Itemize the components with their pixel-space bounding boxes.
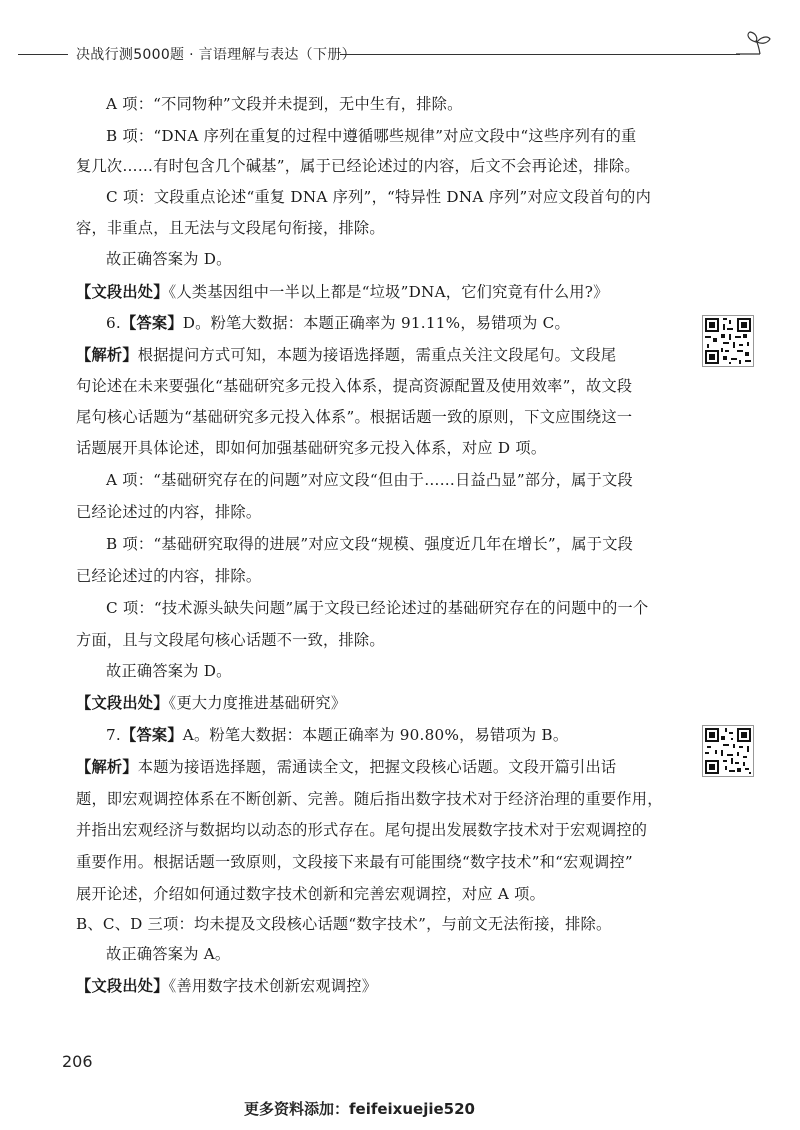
- analysis-line: [76, 757, 616, 777]
- text-line: 容，非重点，且无法与文段尾句衔接，排除。: [76, 219, 385, 237]
- text-line: 故正确答案为 D。: [106, 250, 232, 268]
- answer-text: D。粉笔大数据：本题正确率为 91.11%，易错项为 C。: [182, 314, 570, 332]
- footer-note: 更多资料添加：feifeixuejie520: [244, 1100, 475, 1118]
- header-rule-left: [18, 54, 68, 55]
- page-number: 206: [62, 1052, 93, 1071]
- text-line: 话题展开具体论述，即如何加强基础研究多元投入体系，对应 D 项。: [76, 439, 547, 457]
- text-line: B 项：“基础研究取得的进展”对应文段“规模、强度近几年在增长”，属于文段: [106, 535, 634, 553]
- book-title: 决战行测5000题 · 言语理解与表达（下册）: [76, 47, 356, 63]
- text-line: 方面，且与文段尾句核心话题不一致，排除。: [76, 631, 385, 649]
- text-line: 故正确答案为 D。: [106, 662, 232, 680]
- qr-code-icon[interactable]: [702, 725, 754, 777]
- source-label: 【文段出处】: [76, 283, 169, 301]
- text-line: A 项：“不同物种”文段并未提到，无中生有，排除。: [106, 95, 463, 113]
- qr-code-icon[interactable]: [702, 315, 754, 367]
- analysis-text: 本题为接语选择题，需通读全文，把握文段核心话题。文段开篇引出话: [137, 758, 617, 776]
- analysis-line: [76, 345, 616, 365]
- source-line: [76, 693, 346, 713]
- answer-label: 【答案】: [121, 726, 183, 744]
- text-line: 复几次……有时包含几个碱基”，属于已经论述过的内容，后文不会再论述，排除。: [76, 157, 640, 175]
- source-title: 《善用数字技术创新宏观调控》: [168, 977, 378, 995]
- question-number: 6.: [106, 314, 121, 332]
- text-line: C 项：“技术源头缺失问题”属于文段已经论述过的基础研究存在的问题中的一个: [106, 599, 649, 617]
- text-line: 重要作用。根据话题一致原则，文段接下来最有可能围绕“数字技术”和“宏观调控”: [76, 853, 633, 871]
- text-line: 故正确答案为 A。: [106, 945, 231, 963]
- answer-line: [106, 313, 570, 333]
- source-label: 【文段出处】: [76, 977, 169, 995]
- source-label: 【文段出处】: [76, 694, 169, 712]
- analysis-label: 【解析】: [76, 346, 138, 364]
- text-line: 尾句核心话题为“基础研究多元投入体系”。根据话题一致的原则，下文应围绕这一: [76, 408, 633, 426]
- text-line: 已经论述过的内容，排除。: [76, 503, 262, 521]
- text-line: B 项：“DNA 序列在重复的过程中遵循哪些规律”对应文段中“这些序列有的重: [106, 127, 637, 145]
- text-line: 题，即宏观调控体系在不断创新、完善。随后指出数字技术对于经济治理的重要作用，: [76, 790, 663, 808]
- sprout-icon: [732, 30, 772, 60]
- text-line: C 项：文段重点论述“重复 DNA 序列”，“特异性 DNA 序列”对应文段首句的内: [106, 188, 652, 206]
- source-title: 《更大力度推进基础研究》: [168, 694, 347, 712]
- analysis-text: 根据提问方式可知，本题为接语选择题，需重点关注文段尾句。文段尾: [137, 346, 617, 364]
- running-header: [18, 42, 763, 66]
- source-line: [76, 282, 609, 302]
- source-line: [76, 976, 377, 996]
- text-line: 句论述在未来要强化“基础研究多元投入体系，提高资源配置及使用效率”，故文段: [76, 377, 633, 395]
- answer-line: [106, 725, 568, 745]
- text-line: 展开论述，介绍如何通过数字技术创新和完善宏观调控，对应 A 项。: [76, 885, 546, 903]
- header-rule-right: [340, 54, 740, 55]
- text-line: 并指出宏观经济与数据均以动态的形式存在。尾句提出发展数字技术对于宏观调控的: [76, 821, 648, 839]
- text-line: 已经论述过的内容，排除。: [76, 567, 262, 585]
- text-line: B、C、D 三项：均未提及文段核心话题“数字技术”，与前文无法衔接，排除。: [76, 915, 612, 933]
- answer-label: 【答案】: [121, 314, 183, 332]
- analysis-label: 【解析】: [76, 758, 138, 776]
- source-title: 《人类基因组中一半以上都是“垃圾”DNA，它们究竟有什么用?》: [168, 283, 609, 301]
- answer-text: A。粉笔大数据：本题正确率为 90.80%，易错项为 B。: [182, 726, 569, 744]
- question-number: 7.: [106, 726, 121, 744]
- text-line: A 项：“基础研究存在的问题”对应文段“但由于……日益凸显”部分，属于文段: [106, 471, 633, 489]
